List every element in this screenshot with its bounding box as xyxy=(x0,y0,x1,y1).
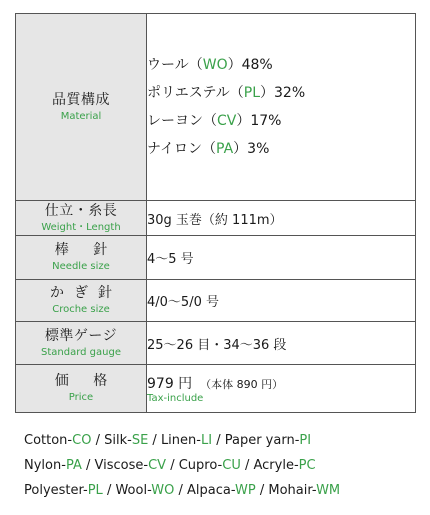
material-item-pct: 48% xyxy=(241,57,273,73)
material-item: ウール（WO）48% xyxy=(147,57,273,73)
legend-fiber-code: LI xyxy=(200,433,213,448)
legend-row: Polyester-PL / Wool-WO / Alpaca-WP / Mohair-WM xyxy=(24,483,341,498)
fiber-code-legend xyxy=(24,428,424,503)
material-item: レーヨン（CV）17% xyxy=(147,113,282,129)
legend-fiber-name: Silk xyxy=(104,433,128,448)
material-label-en: Material xyxy=(60,110,102,122)
price-tax-note: Tax-include xyxy=(147,393,204,404)
needle-label-cell xyxy=(16,236,147,280)
price-excl-tax: （本体 890 円） xyxy=(200,378,284,391)
legend-row: Nylon-PA / Viscose-CV / Cupro-CU / Acryle-PC xyxy=(24,458,316,473)
material-item-pct: 32% xyxy=(274,85,306,101)
legend-fiber-name: Polyester xyxy=(24,483,84,498)
material-item-name: レーヨン xyxy=(147,113,203,129)
material-item-code: WO xyxy=(202,57,228,73)
legend-fiber-code: CO xyxy=(72,433,92,448)
crochet-row xyxy=(16,280,416,322)
crochet-label-en: Croche size xyxy=(52,304,110,315)
legend-fiber-code: PL xyxy=(87,483,103,498)
needle-value-cell xyxy=(147,236,416,280)
material-item-name: ナイロン xyxy=(147,141,203,157)
price-value-cell xyxy=(147,365,416,413)
crochet-label-ja: かぎ針 xyxy=(50,285,122,301)
weight-value: 30g 玉巻（約 111m） xyxy=(147,212,283,228)
material-value-cell xyxy=(147,14,416,201)
material-item-pct: 17% xyxy=(250,113,282,129)
needle-row xyxy=(16,236,416,280)
material-item-name: ポリエステル xyxy=(147,85,230,101)
legend-fiber-name: Paper yarn xyxy=(224,433,295,448)
price-value: 979 円 xyxy=(147,376,193,392)
spec-table xyxy=(15,13,416,413)
legend-fiber-code: PA xyxy=(65,458,82,473)
material-item-code: PL xyxy=(243,85,260,101)
weight-value-cell xyxy=(147,201,416,236)
needle-value: 4〜5 号 xyxy=(147,252,194,267)
legend-fiber-code: CV xyxy=(148,458,167,473)
weight-row xyxy=(16,201,416,236)
legend-fiber-code: CU xyxy=(222,458,241,473)
legend-fiber-code: WP xyxy=(235,483,256,498)
legend-fiber-name: Acryle xyxy=(253,458,294,473)
legend-fiber-name: Cupro xyxy=(178,458,218,473)
legend-row: Cotton-CO / Silk-SE / Linen-LI / Paper yarn-PI xyxy=(24,433,312,448)
legend-fiber-code: WO xyxy=(151,483,175,498)
price-label-en: Price xyxy=(68,392,94,403)
legend-fiber-name: Wool xyxy=(115,483,148,498)
legend-fiber-name: Mohair xyxy=(268,483,312,498)
material-item-code: PA xyxy=(216,141,234,157)
legend-fiber-name: Viscose xyxy=(94,458,144,473)
gauge-label-ja: 標準ゲージ xyxy=(44,327,118,344)
price-label-ja: 価 格 xyxy=(54,373,118,389)
material-label-ja: 品質構成 xyxy=(52,91,110,108)
material-row xyxy=(16,14,416,201)
needle-label-en: Needle size xyxy=(52,261,110,272)
legend-fiber-name: Alpaca xyxy=(187,483,231,498)
legend-fiber-name: Linen xyxy=(160,433,197,448)
weight-label-en: Weight・Length xyxy=(41,221,121,233)
material-item: ポリエステル（PL）32% xyxy=(147,85,306,101)
price-label-cell xyxy=(16,365,147,413)
legend-fiber-code: SE xyxy=(131,433,149,448)
material-item-name: ウール xyxy=(147,57,189,73)
legend-fiber-name: Nylon xyxy=(24,458,62,473)
material-item-code: CV xyxy=(217,113,237,129)
gauge-value: 25〜26 目・34〜36 段 xyxy=(147,337,287,353)
crochet-label-cell xyxy=(16,280,147,322)
legend-fiber-code: PI xyxy=(299,433,312,448)
crochet-value: 4/0〜5/0 号 xyxy=(147,295,219,310)
material-item-pct: 3% xyxy=(247,141,270,157)
crochet-value-cell xyxy=(147,280,416,322)
price-row xyxy=(16,365,416,413)
material-label-cell xyxy=(16,14,147,201)
weight-label-cell xyxy=(16,201,147,236)
material-item: ナイロン（PA）3% xyxy=(147,141,270,157)
needle-label-ja: 棒 針 xyxy=(54,242,118,258)
gauge-label-en: Standard gauge xyxy=(41,346,121,358)
weight-label-ja: 仕立・糸長 xyxy=(44,202,118,219)
gauge-row xyxy=(16,322,416,365)
gauge-label-cell xyxy=(16,322,147,365)
legend-fiber-code: PC xyxy=(298,458,316,473)
gauge-value-cell xyxy=(147,322,416,365)
legend-fiber-code: WM xyxy=(316,483,341,498)
legend-fiber-name: Cotton xyxy=(24,433,68,448)
